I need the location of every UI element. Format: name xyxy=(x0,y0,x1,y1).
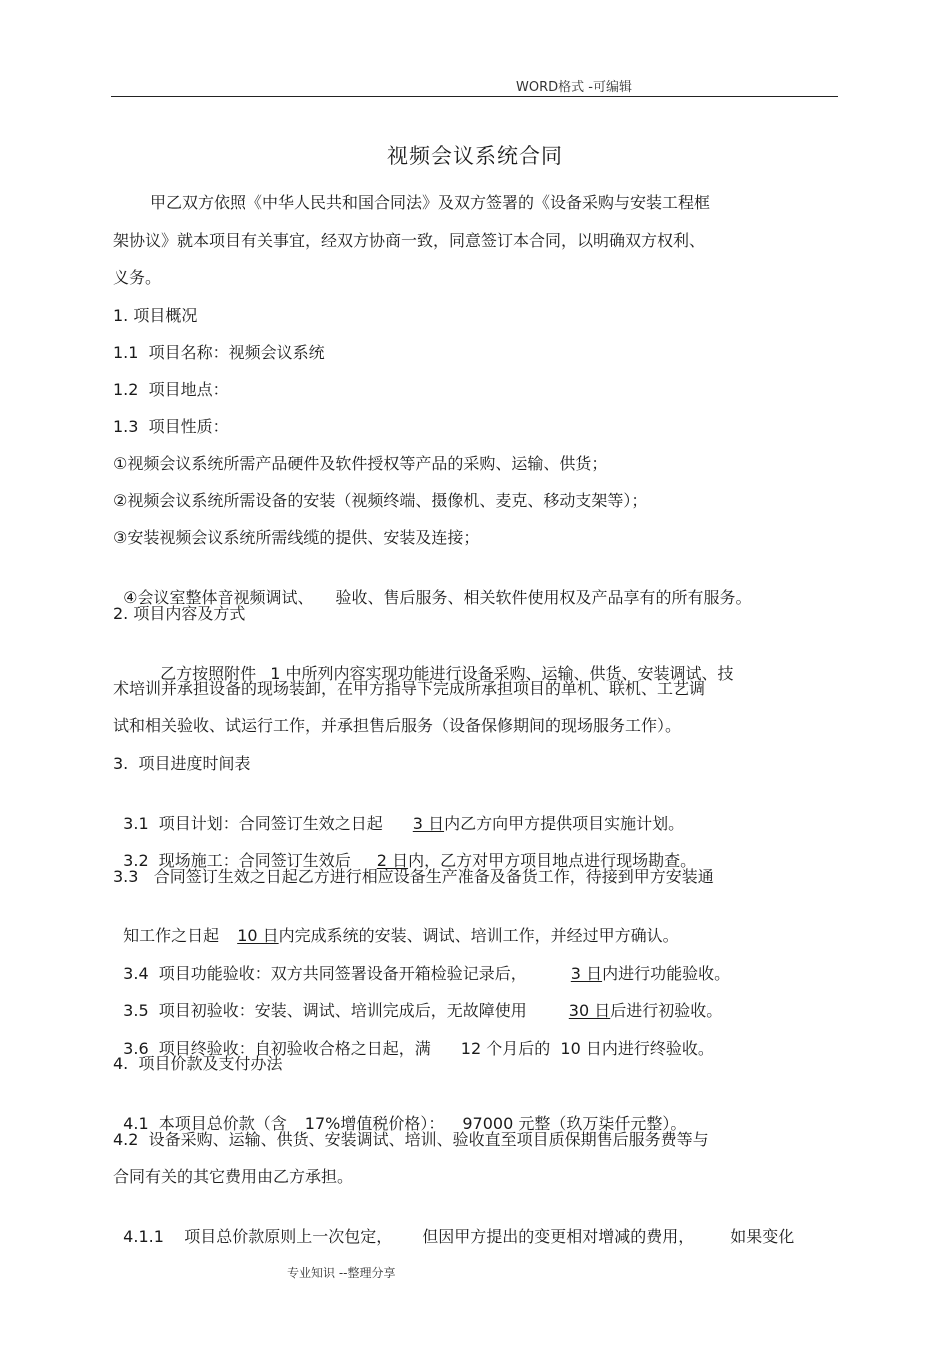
clause-4-2-line-2: 合同有关的其它费用由乙方承担。 xyxy=(113,1167,354,1186)
header-divider xyxy=(111,96,838,97)
clause-3-4-days: 3 日 xyxy=(570,964,603,983)
clause-3-2-text-a: 3.2 现场施工：合同签订生效后 xyxy=(123,851,351,870)
intro-line-1: 甲乙双方依照《中华人民共和国合同法》及双方签署的《设备采购与安装工程框 xyxy=(150,193,711,212)
page-header-text: WORD格式 -可编辑 xyxy=(516,80,632,95)
section-2-heading: 2. 项目内容及方式 xyxy=(113,604,246,623)
clause-4-1-1 xyxy=(113,1204,794,1248)
clause-3-6-text-a: 3.6 项目终验收：自初验收合格之日起，满 xyxy=(123,1039,431,1058)
clause-3-6-text-b: 12 个月后的 10 日内进行终验收。 xyxy=(460,1039,714,1058)
clause-3-4-text-a: 3.4 项目功能验收：双方共同签署设备开箱检验记录后， xyxy=(123,964,527,983)
clause-3-4-text-b: 内进行功能验收。 xyxy=(602,964,731,983)
section-4-heading: 4. 项目价款及支付办法 xyxy=(113,1054,283,1073)
clause-4-1-1-text-a: 4.1.1 项目总价款原则上一次包定， xyxy=(123,1227,393,1246)
clause-4-1-text-b: 17%增值税价格）： xyxy=(304,1114,445,1133)
clause-3-1-text-a: 3.1 项目计划：合同签订生效之日起 xyxy=(123,814,383,833)
nature-item-1: ①视频会议系统所需产品硬件及软件授权等产品的采购、运输、供货； xyxy=(113,454,608,473)
clause-3-5-days: 30 日 xyxy=(568,1001,611,1020)
clause-3-5-text-b: 后进行初验收。 xyxy=(610,1001,723,1020)
nature-item-2: ②视频会议系统所需设备的安装（视频终端、摄像机、麦克、移动支架等）； xyxy=(113,491,648,510)
content-line-1-part-b: 1 中所列内容实现功能进行设备采购、运输、供货、安装调试、技 xyxy=(270,664,734,683)
nature-item-4-part-a: ④会议室整体音视频调试、 xyxy=(123,588,314,607)
clause-1-1: 1.1 项目名称：视频会议系统 xyxy=(113,343,325,362)
content-line-2: 术培训并承担设备的现场装卸，在甲方指导下完成所承担项目的单机、联机、工艺调 xyxy=(113,679,706,698)
intro-line-2: 架协议》就本项目有关事宜，经双方协商一致，同意签订本合同，以明确双方权利、 xyxy=(113,231,706,250)
section-3-heading: 3. 项目进度时间表 xyxy=(113,754,251,773)
clause-3-5-text-a: 3.5 项目初验收：安装、调试、培训完成后，无故障使用 xyxy=(123,1001,527,1020)
section-1-heading: 1. 项目概况 xyxy=(113,306,198,325)
clause-1-3: 1.3 项目性质： xyxy=(113,417,229,436)
clause-3-3-days: 10 日 xyxy=(237,926,279,945)
content-line-3: 试和相关验收、试运行工作，并承担售后服务（设备保修期间的现场服务工作）。 xyxy=(113,716,682,735)
clause-3-3-line-1: 3.3 合同签订生效之日起乙方进行相应设备生产准备及备货工作，待接到甲方安装通 xyxy=(113,867,714,886)
nature-item-3: ③安装视频会议系统所需线缆的提供、安装及连接； xyxy=(113,528,480,547)
clause-3-2-text-b: 内，乙方对甲方项目地点进行现场勘查。 xyxy=(408,851,697,870)
clause-4-1-total: 97000 元整（玖万柒仟元整）。 xyxy=(462,1114,687,1133)
intro-line-3: 义务。 xyxy=(113,268,162,287)
clause-4-1-text-a: 4.1 本项目总价款（含 xyxy=(123,1114,287,1133)
clause-1-2: 1.2 项目地点： xyxy=(113,380,229,399)
clause-3-1-text-b: 内乙方向甲方提供项目实施计划。 xyxy=(444,814,685,833)
clause-3-3-text-b: 内完成系统的安装、调试、培训工作，并经过甲方确认。 xyxy=(278,926,679,945)
clause-3-1-days: 3 日 xyxy=(412,814,445,833)
clause-3-3-text-a: 知工作之日起 xyxy=(123,926,220,945)
clause-4-1-1-text-c: 如果变化 xyxy=(730,1227,795,1246)
clause-4-1-1-text-b: 但因甲方提出的变更相对增减的费用， xyxy=(422,1227,695,1246)
page-footer-text: 专业知识 --整理分享 xyxy=(287,1266,396,1280)
clause-4-2-line-1: 4.2 设备采购、运输、供货、安装调试、培训、验收直至项目质保期售后服务费等与 xyxy=(113,1130,709,1149)
nature-item-4-part-b: 验收、售后服务、相关软件使用权及产品享有的所有服务。 xyxy=(335,588,752,607)
clause-3-2-days: 2 日 xyxy=(376,851,409,870)
content-line-1-part-a: 乙方按照附件 xyxy=(160,664,257,683)
document-title: 视频会议系统合同 xyxy=(387,144,563,168)
